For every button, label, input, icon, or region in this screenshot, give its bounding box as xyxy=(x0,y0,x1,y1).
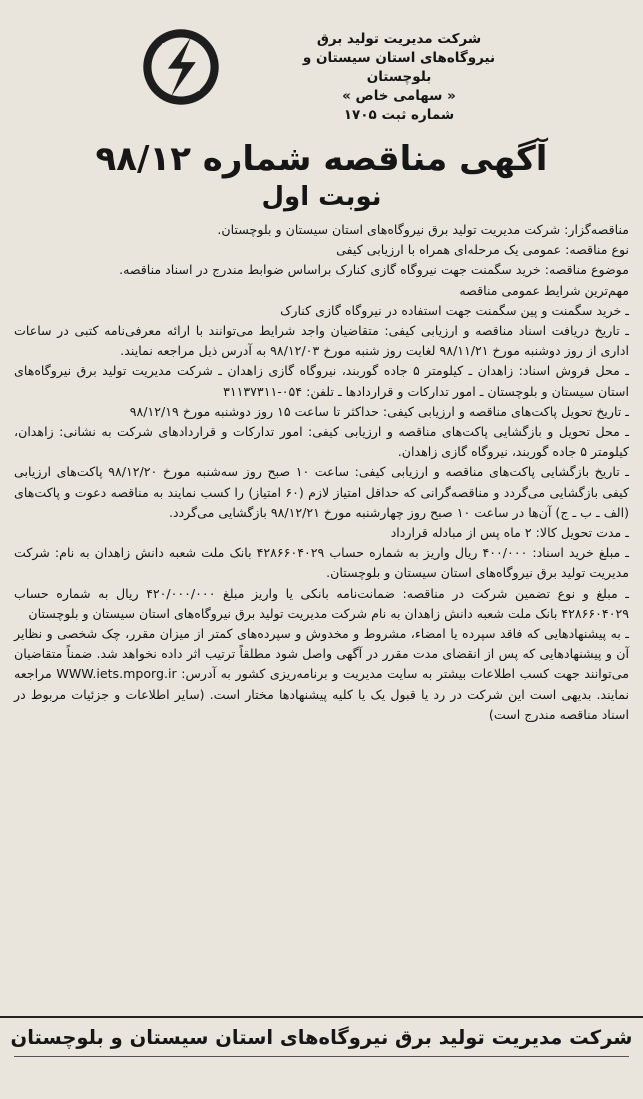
page-subtitle: نوبت اول xyxy=(261,182,382,212)
paragraph-subject: موضوع مناقصه: خرید سگمنت جهت نیروگاه گازی کنارک براساس ضوابط مندرج در اسناد مناقصه. xyxy=(119,262,629,278)
header xyxy=(14,8,629,138)
paragraph-conditions-heading: مهم‌ترین شرایط عمومی مناقصه xyxy=(459,282,629,298)
announcement-body xyxy=(14,220,629,725)
company-logo-icon xyxy=(140,26,222,108)
paragraph-tender-type: نوع مناقصه: عمومی یک مرحله‌ای همراه با ارزیابی کیفی xyxy=(336,242,629,258)
paragraph-tenderer: مناقصه‌گزار: شرکت مدیریت تولید برق نیروگاه‌های استان سیستان و بلوچستان. xyxy=(217,222,629,237)
footer-company-name: شرکت مدیریت تولید برق نیروگاه‌های استان سیستان و بلوچستان xyxy=(0,1016,643,1053)
paragraph-delivery-date: ـ تاریخ تحویل پاکت‌های مناقصه و ارزیابی کیفی: حداکثر تا ساعت ۱۵ روز دوشنبه مورخ ۹۸/۱۲/۱۹ xyxy=(129,403,629,419)
paragraph-delivery-location: ـ محل تحویل و بازگشایی پاکت‌های مناقصه و ارزیابی کیفی: امور تدارکات و قراردادهای شرکت به نشانی: زاهدان، کیلومتر ۵ جاده گوربند، نیروگاه گازی زاهدان. xyxy=(14,424,629,460)
company-name-block xyxy=(269,30,529,125)
paragraph-document-date: ـ تاریخ دریافت اسناد مناقصه و ارزیابی کیفی: متقاضیان واجد شرایط می‌توانند با ارائه معرفی‌نامه کتبی در ساعات اداری از روز دوشنبه مورخ ۹۸/۱۱/۲۱ لغایت روز شنبه مورخ ۹۸/۱۲/۰۳ به آدرس ذیل مراجعه نمایند. xyxy=(14,323,629,359)
registration-number: شماره ثبت ۱۷۰۵ xyxy=(343,107,455,123)
company-line-3: « سهامی خاص » xyxy=(342,88,456,104)
page-title: آگهی مناقصه شماره ۹۸/۱۲ xyxy=(95,139,548,179)
bottom-divider xyxy=(14,1056,629,1057)
paragraph-sale-location: ـ محل فروش اسناد: زاهدان ـ کیلومتر ۵ جاده گوربند، نیروگاه گازی زاهدان ـ شرکت مدیریت تولید برق نیروگاه‌های استان سیستان و بلوچستان ـ امور تدارکات و قراردادها ـ تلفن: ۰۵۴-۳۱۱۳۷۳۱۱ xyxy=(14,363,629,399)
paragraph-guarantee: ـ مبلغ و نوع تضمین شرکت در مناقصه: ضمانت‌نامه بانکی یا واریز مبلغ ۴۲۰/۰۰۰/۰۰۰ ریال به شماره حساب ۴۲۸۶۶۰۴۰۲۹ بانک ملت شعبه دانش زاهدان به نام شرکت مدیریت تولید برق نیروگاه‌های استان سیستان و بلوچستان xyxy=(14,585,629,621)
company-line-2: نیروگاه‌های استان سیستان و بلوچستان xyxy=(302,50,496,85)
paragraph-document-price: ـ مبلغ خرید اسناد: ۴۰۰/۰۰۰ ریال واریز به شماره حساب ۴۲۸۶۶۰۴۰۲۹ بانک ملت شعبه دانش زاهدان به نام: شرکت مدیریت تولید برق نیروگاه‌های استان سیستان و بلوچستان. xyxy=(14,545,630,581)
paragraph-goods-delivery: ـ مدت تحویل کالا: ۲ ماه پس از مبادله قرارداد xyxy=(390,525,629,541)
paragraph-purchase-item: ـ خرید سگمنت و پین سگمنت جهت استفاده در نیروگاه گازی کنارک xyxy=(280,302,629,318)
paragraph-terms: ـ به پیشنهادهایی که فاقد سپرده یا امضاء، مشروط و مخدوش و سپرده‌های کمتر از میزان مقرر، چک شخصی و نظایر آن و پیشنهادهایی که پس از انقضای مدت مقرر در آگهی واصل شود مطلقاً ترتیب اثر داده نخواهد شد. ضمناً متقاضیان می‌توانند جهت کسب اطلاعات بیشتر به سایت مدیریت و برنامه‌ریزی کشور به آدرس: WWW.iets.mporg.ir مراجعه نمایند. بدیهی است این شرکت در رد یا قبول یک یا کلیه پیشنهادها مختار است. (سایر اطلاعات و جزئیات مربوط در اسناد مناقصه مندرج است) xyxy=(14,626,629,722)
company-line-1: شرکت مدیریت تولید برق xyxy=(316,31,482,47)
paragraph-opening-date: ـ تاریخ بازگشایی پاکت‌های مناقصه و ارزیابی کیفی: ساعت ۱۰ صبح روز سه‌شنبه مورخ ۹۸/۱۲/۲۰ پاکت‌های ارزیابی کیفی بازگشایی می‌گردد و مناقصه‌گرانی که حداقل امتیاز لازم (۶۰ امتیاز) را کسب نمایند به مناقصه دعوت و پاکت‌های (الف ـ ب ـ ج) آن‌ها در ساعت ۱۰ صبح روز چهارشنبه مورخ ۹۸/۱۲/۲۱ بازگشایی می‌گردد. xyxy=(14,464,629,520)
